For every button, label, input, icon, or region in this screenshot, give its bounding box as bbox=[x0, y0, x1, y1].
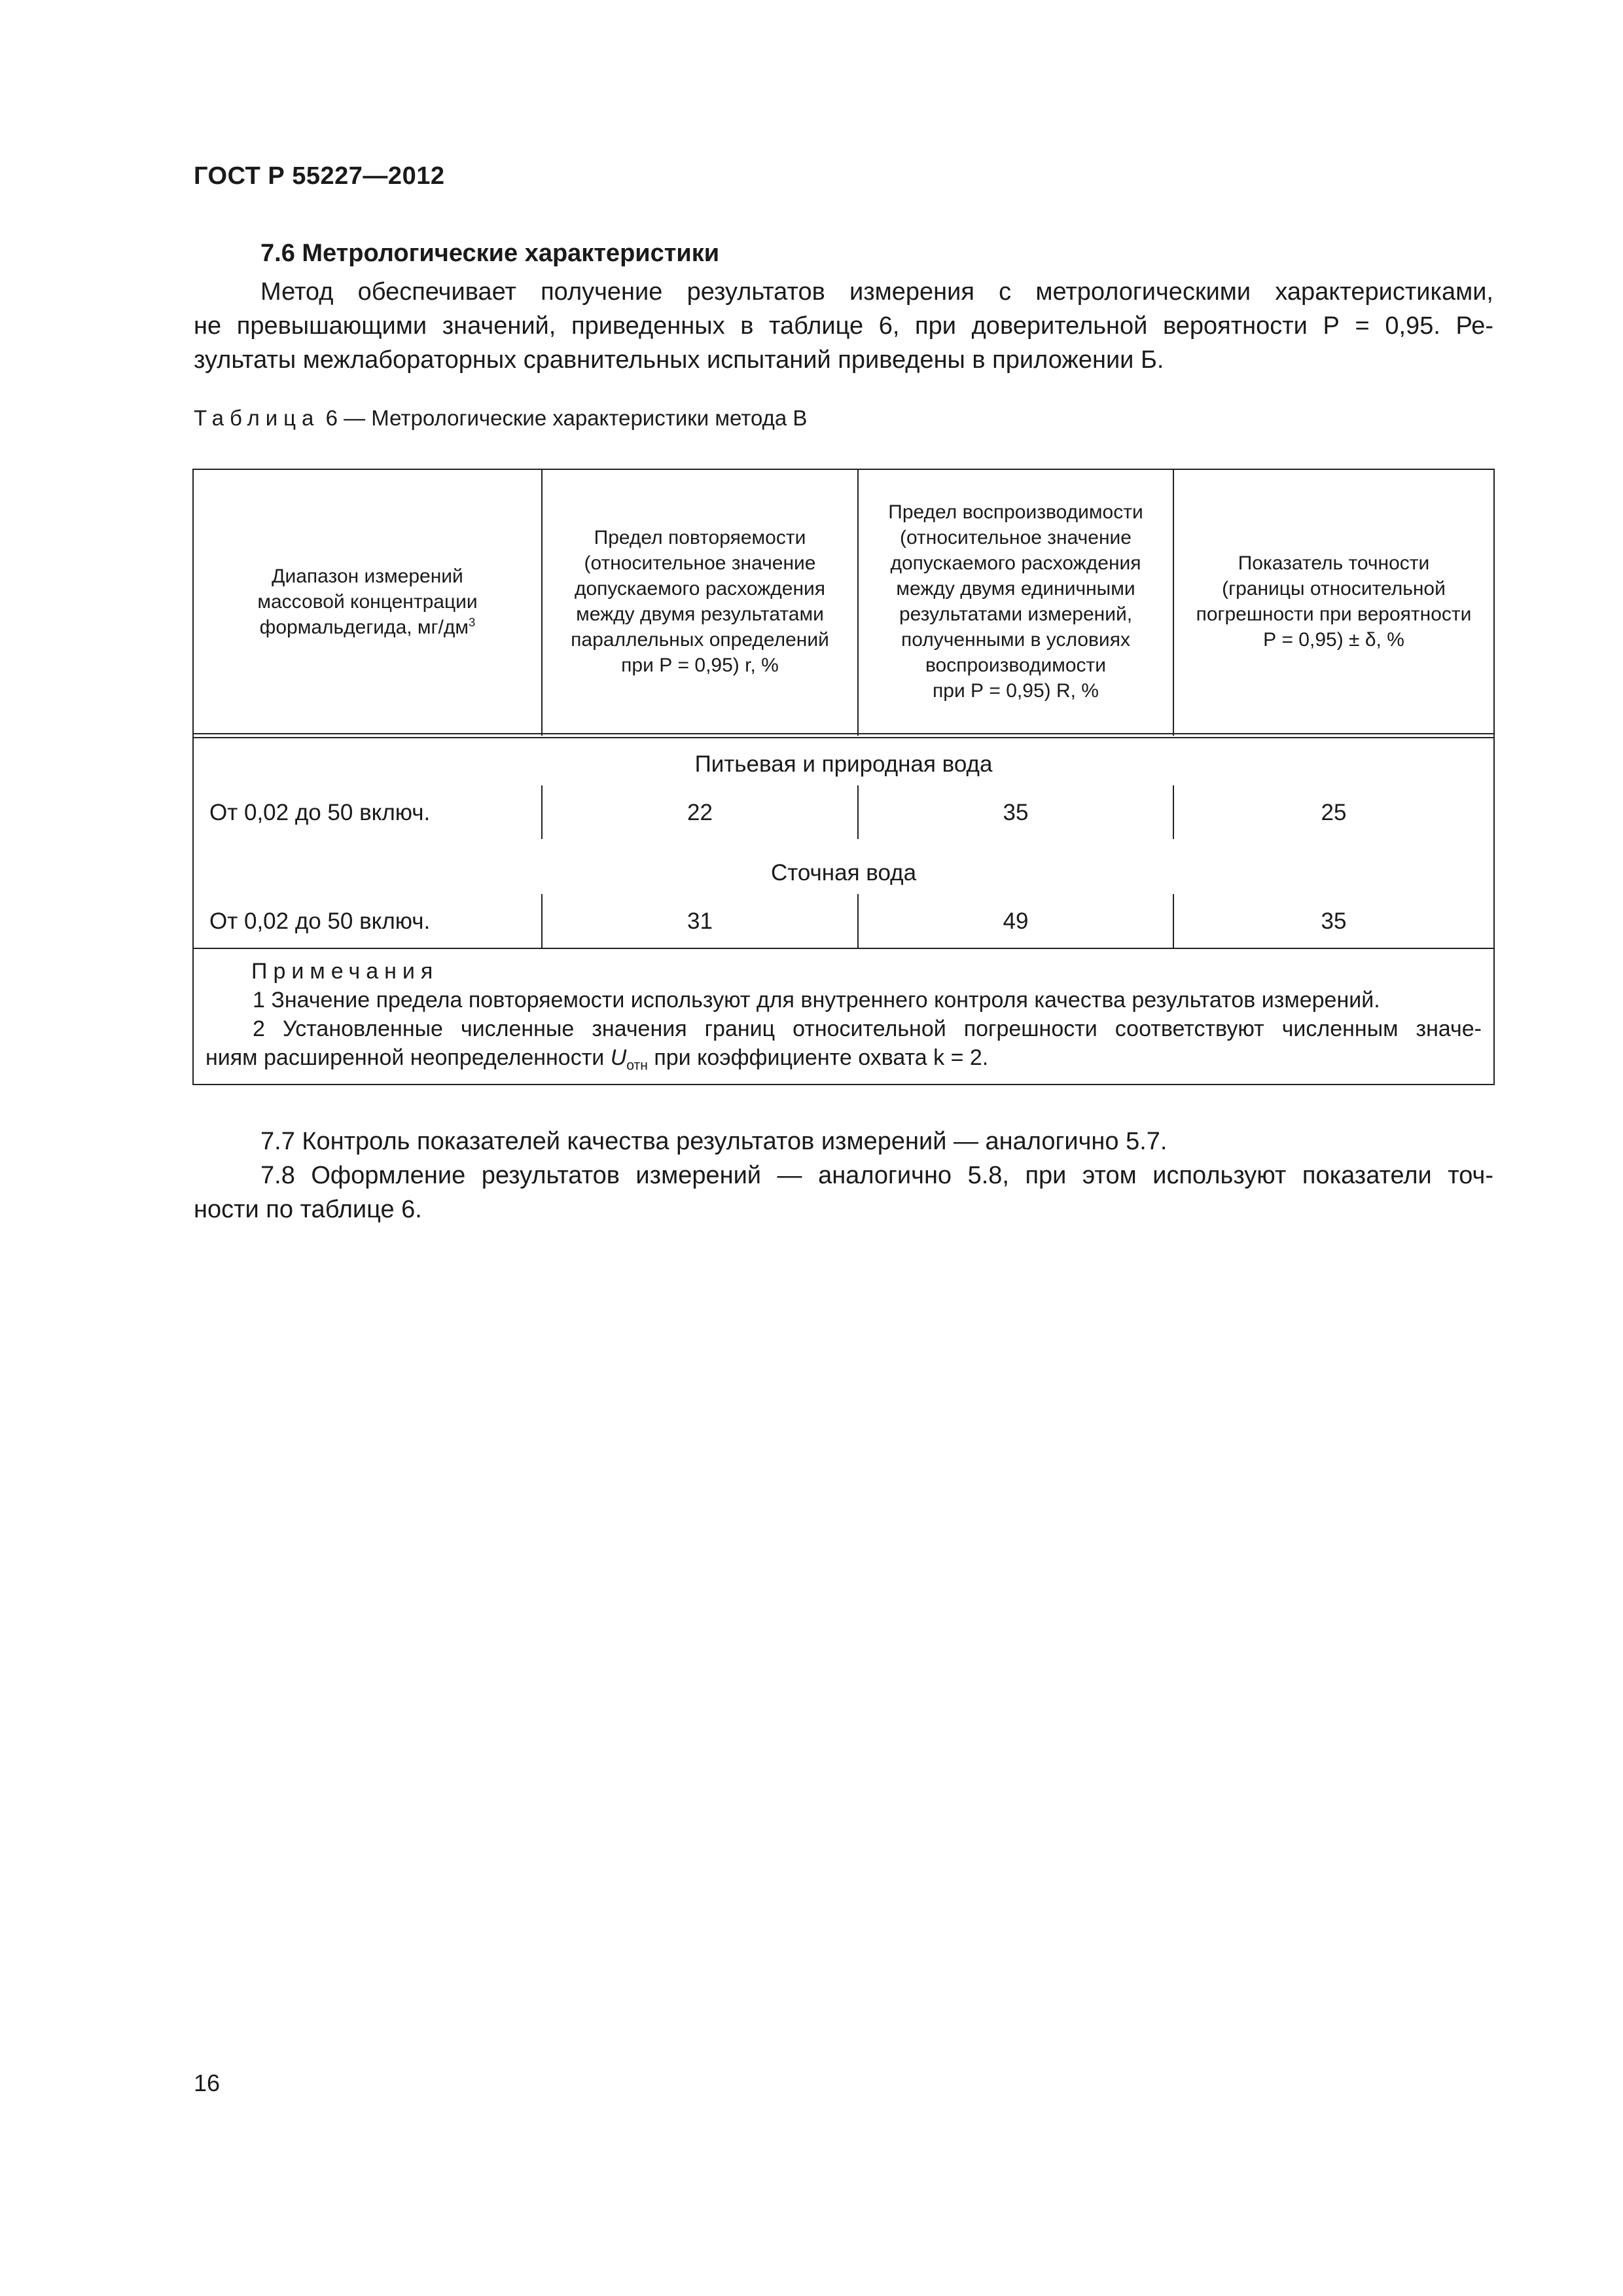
value-repeatability: 31 bbox=[687, 908, 713, 934]
header-line: (относительное значение bbox=[900, 527, 1132, 548]
header-line: результатами измерений, bbox=[899, 603, 1133, 625]
header-line: Предел повторяемости bbox=[594, 527, 806, 548]
header-line bbox=[257, 615, 477, 640]
value-reproducibility: 35 bbox=[1003, 799, 1029, 825]
header-unit: формальдегида, мг/дм bbox=[259, 616, 469, 638]
metrology-table bbox=[192, 469, 1495, 1085]
uncertainty-symbol: U bbox=[610, 1045, 627, 1070]
paragraph-line: не превышающими значений, приведенных в таблице 6, при доверительной вероятности Р = 0,95. Ре- bbox=[194, 312, 1493, 340]
notes-rule bbox=[194, 948, 1493, 949]
page-number: 16 bbox=[194, 2070, 221, 2096]
header-rule bbox=[194, 737, 1493, 738]
row-range-label: От 0,02 до 50 включ. bbox=[209, 908, 431, 934]
header-line: допускаемого расхождения bbox=[890, 552, 1141, 574]
header-line: Показатель точности bbox=[1238, 552, 1430, 574]
table-caption-text: 6 — Метрологические характеристики метода В bbox=[325, 406, 808, 430]
paragraph-line: зультаты межлабораторных сравнительных испытаний приведены в приложении Б. bbox=[194, 346, 1164, 374]
value-repeatability: 22 bbox=[687, 799, 713, 825]
paragraph-7-8: 7.8 Оформление результатов измерений — аналогично 5.8, при этом используют показатели точ- bbox=[260, 1162, 1493, 1189]
header-line: параллельных определений bbox=[571, 629, 829, 651]
header-rule bbox=[194, 733, 1493, 734]
section-title: 7.6 Метрологические характеристики bbox=[260, 240, 720, 267]
header-line: (границы относительной bbox=[1222, 578, 1446, 600]
notes-title: Примечания bbox=[251, 959, 439, 984]
group-title: Сточная вода bbox=[770, 860, 917, 886]
header-line: допускаемого расхождения bbox=[574, 578, 826, 600]
header-cell-repeatability bbox=[543, 470, 857, 733]
header-line: полученными в условиях bbox=[901, 629, 1130, 651]
paragraph-line: Метод обеспечивает получение результатов измерения с метрологическими характеристиками, bbox=[260, 278, 1493, 306]
paragraph-7-7: 7.7 Контроль показателей качества результатов измерений — аналогично 5.7. bbox=[260, 1128, 1168, 1155]
header-line: при Р = 0,95) r, % bbox=[621, 655, 779, 676]
header-line: воспроизводимости bbox=[925, 655, 1107, 676]
row-range-label: От 0,02 до 50 включ. bbox=[209, 800, 431, 825]
table-caption-word: Таблица bbox=[194, 406, 320, 430]
document-header: ГОСТ Р 55227—2012 bbox=[194, 162, 445, 190]
paragraph-quality bbox=[194, 1124, 1493, 1227]
header-cell-reproducibility bbox=[859, 470, 1173, 733]
header-line: между двумя единичными bbox=[896, 578, 1135, 600]
value-accuracy: 35 bbox=[1321, 908, 1347, 934]
header-cell-range bbox=[194, 470, 541, 733]
header-line: погрешности при вероятности bbox=[1196, 603, 1472, 625]
note-1: 1 Значение предела повторяемости используют для внутреннего контроля качества результатов измерений. bbox=[253, 988, 1380, 1013]
uncertainty-subscript: отн bbox=[626, 1058, 648, 1073]
table-notes bbox=[194, 957, 1493, 1080]
header-line: (относительное значение bbox=[584, 552, 816, 574]
paragraph-metrology bbox=[194, 275, 1493, 377]
group-title: Питьевая и природная вода bbox=[694, 751, 993, 777]
note-2-continued bbox=[205, 1043, 1482, 1080]
note-text: при коэффициенте охвата k = 2. bbox=[654, 1045, 989, 1070]
table-caption bbox=[194, 406, 807, 431]
note-text: ниям расширенной неопределенности bbox=[205, 1045, 605, 1070]
header-line: Диапазон измерений bbox=[272, 565, 463, 587]
header-line: Р = 0,95) ± δ, % bbox=[1263, 629, 1404, 651]
paragraph-7-8-continued: ности по таблице 6. bbox=[194, 1196, 422, 1223]
header-line: массовой концентрации bbox=[257, 590, 478, 613]
header-line: Предел воспроизводимости bbox=[888, 501, 1143, 523]
unit-superscript: 3 bbox=[468, 615, 476, 629]
header-cell-accuracy bbox=[1174, 470, 1493, 733]
value-reproducibility: 49 bbox=[1003, 908, 1029, 934]
header-line: между двумя результатами bbox=[576, 603, 824, 625]
note-2: 2 Установленные численные значения границ относительной погрешности соответствуют численным значе- bbox=[253, 1016, 1482, 1041]
header-line: при Р = 0,95) R, % bbox=[933, 680, 1099, 702]
value-accuracy: 25 bbox=[1321, 799, 1347, 825]
